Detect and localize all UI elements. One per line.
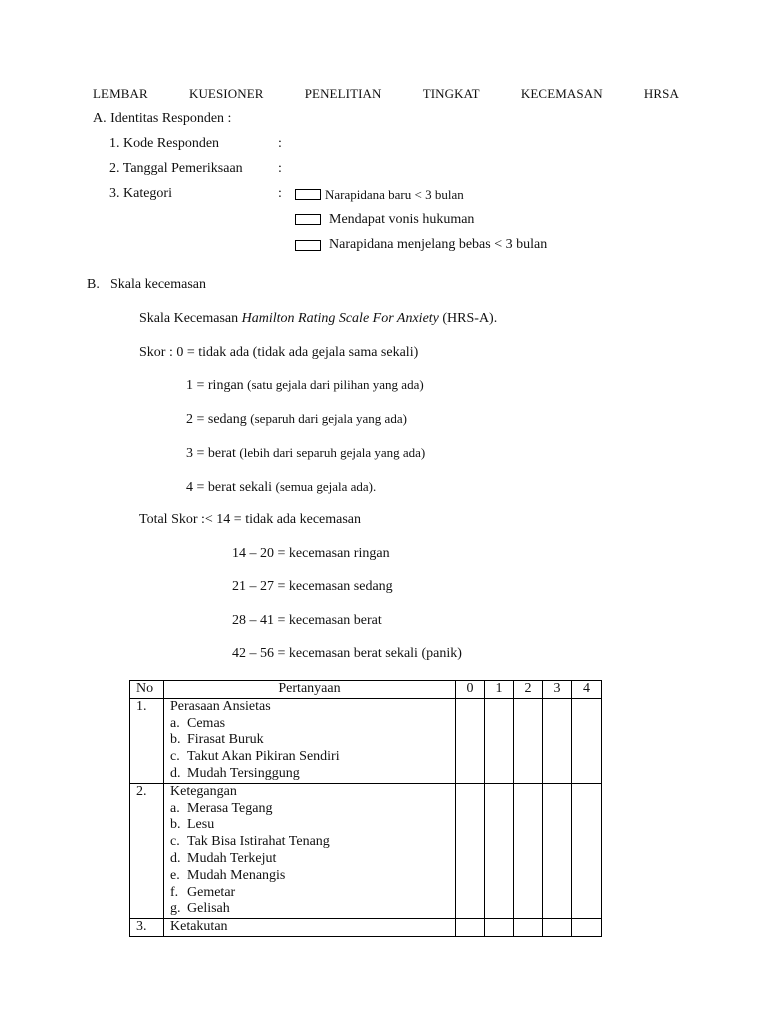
- item-text: Tak Bisa Istirahat Tenang: [187, 834, 330, 850]
- item-text: Mudah Tersinggung: [187, 765, 300, 781]
- question-item: [170, 851, 455, 868]
- row-number: 3.: [130, 919, 164, 937]
- item-letter: b.: [170, 817, 181, 833]
- table-row: [130, 698, 602, 783]
- skor-value: 3 = berat: [186, 446, 240, 461]
- skor-main: Skor : 0 = tidak ada (tidak ada gejala sama sekali): [139, 345, 419, 360]
- scale-suffix: (HRS-A).: [438, 311, 498, 326]
- scale-description: [139, 311, 497, 327]
- score-cell-0[interactable]: [456, 698, 485, 783]
- header-score-4: 4: [572, 681, 602, 699]
- question-item: [170, 885, 455, 902]
- kategori-option-label: Narapidana menjelang bebas < 3 bulan: [329, 237, 548, 252]
- score-cell-0[interactable]: [456, 919, 485, 937]
- title-word: HRSA: [643, 86, 679, 101]
- section-a-heading: A. Identitas Responden :: [93, 111, 232, 126]
- skor-value: 1 = ringan: [186, 378, 248, 393]
- skor-line: [186, 377, 424, 394]
- score-cell-2[interactable]: [514, 698, 543, 783]
- score-cell-0[interactable]: [456, 783, 485, 918]
- item-letter: d.: [170, 765, 181, 781]
- question-item: [170, 868, 455, 885]
- hrsa-questionnaire-table: [129, 680, 602, 937]
- score-cell-2[interactable]: [514, 919, 543, 937]
- skor-note: (lebih dari separuh gejala yang ada): [239, 445, 426, 460]
- total-skor-line: 42 – 56 = kecemasan berat sekali (panik): [232, 646, 462, 661]
- field-colon: :: [278, 186, 282, 201]
- scale-name-italic: Hamilton Rating Scale For Anxiety: [241, 311, 439, 326]
- item-text: Cemas: [187, 715, 226, 731]
- row-number: 2.: [130, 783, 164, 918]
- table-header-row: [130, 681, 602, 699]
- header-score-3: 3: [543, 681, 572, 699]
- kategori-checkbox-menjelang-bebas[interactable]: [295, 240, 321, 251]
- item-letter: e.: [170, 867, 180, 883]
- skor-line: [186, 411, 407, 428]
- score-cell-3[interactable]: [543, 783, 572, 918]
- question-item: [170, 766, 455, 783]
- table-row: [130, 919, 602, 937]
- skor-value: 4 = berat sekali: [186, 480, 276, 495]
- skor-note: (satu gejala dari pilihan yang ada): [247, 377, 424, 392]
- section-b-heading: Skala kecemasan: [110, 277, 207, 292]
- field-colon: :: [278, 161, 282, 176]
- total-skor-line: 14 – 20 = kecemasan ringan: [232, 546, 390, 561]
- score-cell-3[interactable]: [543, 919, 572, 937]
- score-cell-4[interactable]: [572, 919, 602, 937]
- item-letter: d.: [170, 850, 181, 866]
- score-cell-4[interactable]: [572, 783, 602, 918]
- item-text: Gelisah: [187, 901, 230, 917]
- header-score-0: 0: [456, 681, 485, 699]
- skor-value: 2 = sedang: [186, 412, 251, 427]
- field-label-kode-responden: 1. Kode Responden: [109, 136, 220, 151]
- kategori-option-label: Narapidana baru < 3 bulan: [325, 187, 464, 202]
- skor-note: (semua gejala ada).: [275, 479, 377, 494]
- section-b-number: B.: [87, 277, 100, 292]
- question-item: [170, 801, 455, 818]
- header-score-1: 1: [485, 681, 514, 699]
- question-item: [170, 716, 455, 733]
- item-text: Takut Akan Pikiran Sendiri: [187, 749, 340, 765]
- question-title: Perasaan Ansietas: [170, 698, 271, 714]
- question-cell: [164, 919, 456, 937]
- table-row: [130, 783, 602, 918]
- total-skor-main: Total Skor :< 14 = tidak ada kecemasan: [139, 512, 362, 527]
- item-text: Lesu: [187, 817, 215, 833]
- item-text: Mudah Menangis: [187, 867, 286, 883]
- kategori-checkbox-vonis-hukuman[interactable]: [295, 214, 321, 225]
- item-text: Gemetar: [187, 884, 236, 900]
- item-letter: f.: [170, 884, 179, 900]
- score-cell-1[interactable]: [485, 919, 514, 937]
- row-number: 1.: [130, 698, 164, 783]
- score-cell-3[interactable]: [543, 698, 572, 783]
- skor-line: [186, 479, 376, 496]
- title-word: KECEMASAN: [520, 86, 603, 101]
- question-cell: [164, 698, 456, 783]
- item-letter: a.: [170, 715, 180, 731]
- document-title: [93, 86, 679, 102]
- header-score-2: 2: [514, 681, 543, 699]
- score-cell-2[interactable]: [514, 783, 543, 918]
- scale-prefix: Skala Kecemasan: [139, 311, 242, 326]
- score-cell-1[interactable]: [485, 783, 514, 918]
- title-word: LEMBAR: [93, 86, 148, 101]
- question-item: [170, 834, 455, 851]
- skor-line: [186, 445, 425, 462]
- question-item: [170, 749, 455, 766]
- field-label-kategori: 3. Kategori: [109, 186, 172, 201]
- kategori-checkbox-narapidana-baru[interactable]: [295, 189, 321, 200]
- question-item: [170, 817, 455, 834]
- item-letter: a.: [170, 800, 180, 816]
- question-item: [170, 732, 455, 749]
- score-cell-4[interactable]: [572, 698, 602, 783]
- item-text: Firasat Buruk: [187, 732, 264, 748]
- total-skor-line: 28 – 41 = kecemasan berat: [232, 613, 382, 628]
- item-letter: c.: [170, 749, 180, 765]
- kategori-option-label: Mendapat vonis hukuman: [329, 212, 475, 227]
- question-title: Ketakutan: [170, 919, 228, 935]
- item-letter: c.: [170, 834, 180, 850]
- total-skor-line: 21 – 27 = kecemasan sedang: [232, 579, 393, 594]
- skor-note: (separuh dari gejala yang ada): [250, 411, 407, 426]
- item-text: Mudah Terkejut: [187, 850, 277, 866]
- question-title: Ketegangan: [170, 783, 237, 799]
- title-word: TINGKAT: [422, 86, 480, 101]
- item-letter: b.: [170, 732, 181, 748]
- item-letter: g.: [170, 901, 181, 917]
- header-no: No: [130, 681, 164, 699]
- score-cell-1[interactable]: [485, 698, 514, 783]
- question-cell: [164, 783, 456, 918]
- header-pertanyaan: Pertanyaan: [164, 681, 456, 699]
- title-word: PENELITIAN: [304, 86, 382, 101]
- field-label-tanggal-pemeriksaan: 2. Tanggal Pemeriksaan: [109, 161, 243, 176]
- question-item: [170, 901, 455, 918]
- item-text: Merasa Tegang: [187, 800, 273, 816]
- title-word: KUESIONER: [188, 86, 264, 101]
- field-colon: :: [278, 136, 282, 151]
